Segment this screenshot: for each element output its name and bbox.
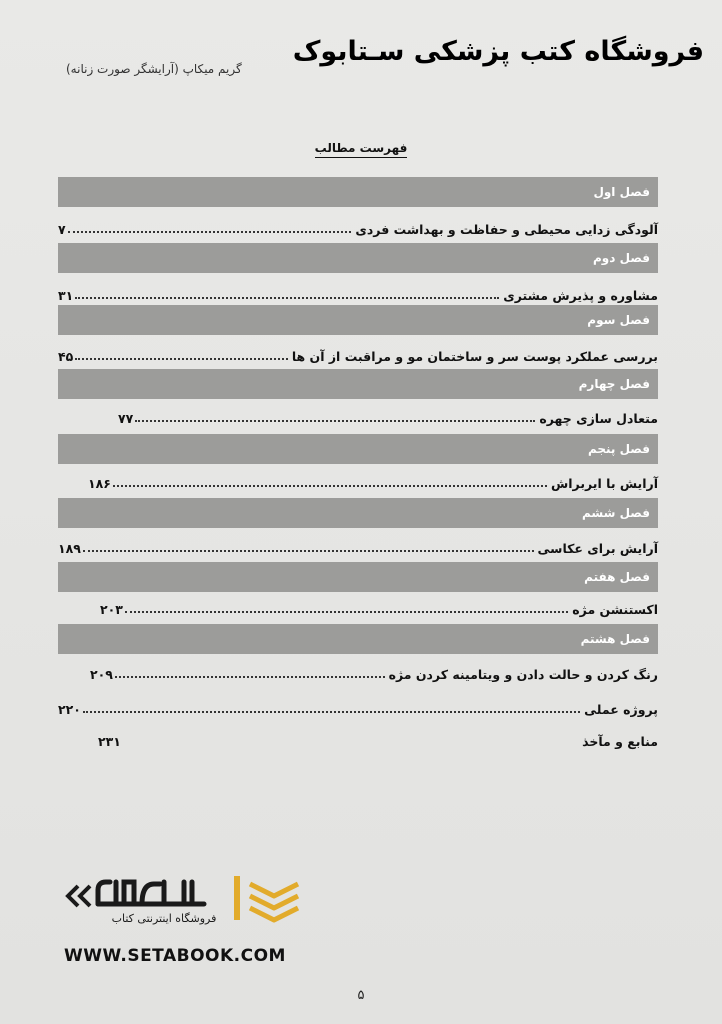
entry-page: ۴۵ xyxy=(58,349,74,364)
gold-shield-icon xyxy=(234,876,298,920)
toc-entry-references[interactable] xyxy=(98,729,658,749)
entry-page: ۲۰۹ xyxy=(90,667,113,682)
entry-title: متعادل سازی چهره xyxy=(539,411,658,426)
toc-entry-4[interactable] xyxy=(118,406,658,426)
entry-page: ۷۷ xyxy=(118,411,134,426)
chapter-bar-6 xyxy=(58,498,658,528)
chapter-bar-1 xyxy=(58,177,658,207)
toc-entry-2[interactable] xyxy=(58,283,658,303)
chapter-label: فصل سوم xyxy=(587,313,650,327)
entry-title: اکستنشن مژه xyxy=(572,602,658,617)
entry-page: ۱۸۶ xyxy=(88,476,111,491)
chapter-bar-5 xyxy=(58,434,658,464)
chapter-label: فصل ششم xyxy=(582,506,650,520)
entry-page: ۲۰۳ xyxy=(100,602,123,617)
chapter-bar-8 xyxy=(58,624,658,654)
chapter-label: فصل هفتم xyxy=(584,570,650,584)
dot-leader xyxy=(68,231,352,233)
logo-brand-text: ستابوک xyxy=(162,936,166,937)
book-subtitle: گریم میکاپ (آرایشگر صورت زنانه) xyxy=(66,62,242,76)
entry-title: رنگ کردن و حالت دادن و ویتامینه کردن مژه xyxy=(388,667,658,682)
toc-entry-7[interactable] xyxy=(100,597,658,617)
toc-entry-5[interactable] xyxy=(88,471,658,491)
chapter-bar-4 xyxy=(58,369,658,399)
setabook-logo xyxy=(64,872,324,942)
chapter-label: فصل هشتم xyxy=(580,632,650,646)
dot-leader xyxy=(113,485,547,487)
chapter-bar-7 xyxy=(58,562,658,592)
dot-leader xyxy=(83,550,534,552)
entry-title: بررسی عملکرد پوست سر و ساختمان مو و مراقبت از آن ها xyxy=(291,349,658,364)
entry-title: منابع و مآخذ xyxy=(582,734,658,749)
dot-leader xyxy=(83,711,580,713)
entry-title: پروژه عملی xyxy=(584,702,658,717)
entry-title: مشاوره و پذیرش مشتری xyxy=(503,288,658,303)
toc-entry-project[interactable] xyxy=(58,697,658,717)
logo-tagline: فروشگاه اینترنتی کتاب xyxy=(111,912,217,925)
dot-leader xyxy=(135,420,535,422)
entry-page: ۷ xyxy=(58,222,66,237)
store-title: فروشگاه کتب پزشکی سـتابوک xyxy=(292,36,704,67)
toc-entry-3[interactable] xyxy=(58,344,658,364)
entry-page: ۳۱ xyxy=(58,288,74,303)
dot-leader xyxy=(125,611,568,613)
dot-leader xyxy=(75,358,288,360)
chapter-label: فصل اول xyxy=(593,185,650,199)
chapter-bar-2 xyxy=(58,243,658,273)
dot-leader xyxy=(123,743,578,745)
dot-leader xyxy=(75,297,499,299)
double-chevron-icon xyxy=(68,886,90,906)
entry-title: آرایش برای عکاسی xyxy=(537,541,658,556)
entry-page: ۱۸۹ xyxy=(58,541,81,556)
chapter-label: فصل دوم xyxy=(593,251,650,265)
dot-leader xyxy=(115,676,385,678)
entry-page: ۲۲۰ xyxy=(58,702,81,717)
toc-heading: فهرست مطالب xyxy=(0,141,722,155)
chapter-bar-3 xyxy=(58,305,658,335)
toc-entry-6[interactable] xyxy=(58,536,658,556)
entry-page: ۲۳۱ xyxy=(98,734,121,749)
chapter-label: فصل پنجم xyxy=(587,442,650,456)
entry-title: آلودگی زدایی محیطی و حفاظت و بهداشت فردی xyxy=(355,222,658,237)
entry-title: آرایش با ایربراش xyxy=(551,476,658,491)
website-url[interactable]: WWW.SETABOOK.COM xyxy=(64,946,286,966)
brand-wordmark-icon xyxy=(98,882,204,904)
page-number: ۵ xyxy=(357,988,365,1003)
toc-entry-1[interactable] xyxy=(58,217,658,237)
toc-entry-8[interactable] xyxy=(90,662,658,682)
chapter-label: فصل چهارم xyxy=(578,377,650,391)
